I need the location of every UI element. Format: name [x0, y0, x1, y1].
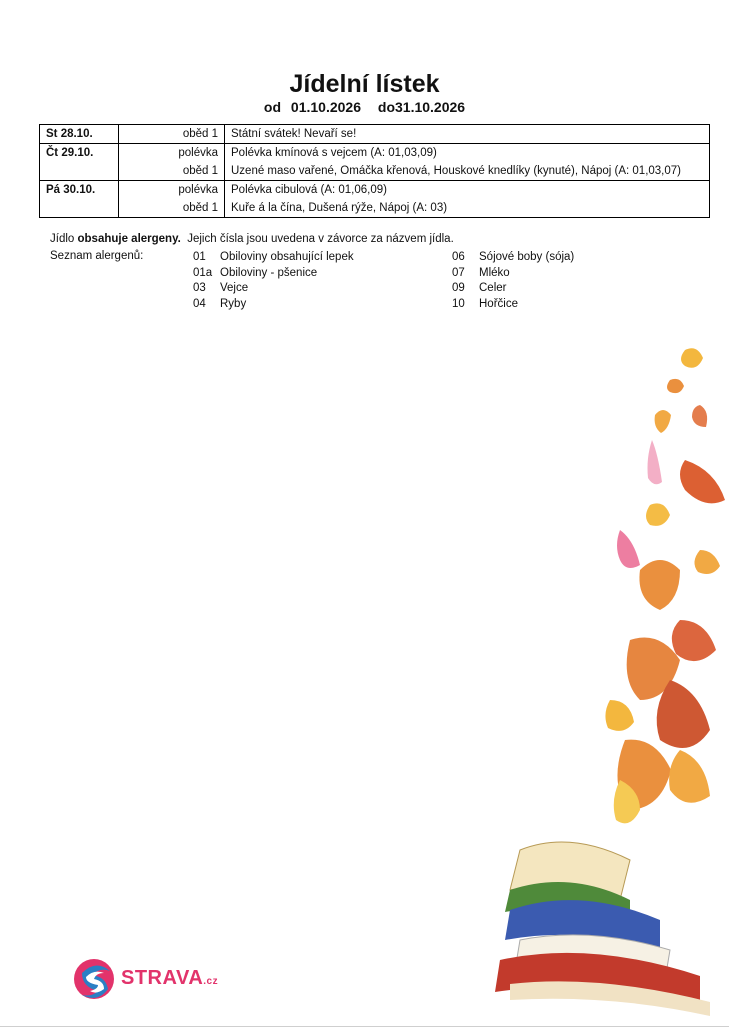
book-stack-icon	[495, 842, 710, 1016]
to-label: do	[377, 99, 395, 115]
note-suffix: Jejich čísla jsou uvedena v závorce za názvem jídla.	[180, 233, 454, 245]
allergen-name: Mléko	[479, 266, 510, 279]
allergen-code: 04	[193, 297, 206, 310]
leaf-icon	[605, 348, 725, 823]
table-row	[40, 199, 710, 218]
allergen-name: Sójové boby (sója)	[479, 251, 575, 263]
from-date: 01.10.2026	[290, 99, 361, 115]
allergen-list-col2	[452, 250, 574, 312]
allergen-code: 09	[452, 282, 465, 294]
allergen-name: Hořčice	[479, 297, 518, 310]
allergen-name: Celer	[479, 282, 507, 294]
list-item	[452, 281, 574, 297]
allergen-note	[50, 233, 454, 245]
note-bold: obsahuje alergeny.	[77, 233, 181, 245]
day-date: Čt 29.10.	[40, 144, 119, 163]
day-date: Pá 30.10.	[40, 181, 119, 200]
meal-text: Polévka cibulová (A: 01,06,09)	[225, 181, 710, 200]
menu-table	[39, 124, 710, 218]
list-item	[452, 266, 574, 282]
meal-text: Polévka kmínová s vejcem (A: 01,03,09)	[225, 144, 710, 163]
day-date: St 28.10.	[40, 125, 119, 144]
from-label: od	[263, 99, 282, 115]
meal-text: Státní svátek! Nevaří se!	[225, 125, 710, 144]
table-row	[40, 125, 710, 144]
list-item	[452, 250, 574, 266]
allergen-name: Ryby	[220, 297, 247, 310]
page-title: Jídelní lístek	[289, 70, 440, 98]
allergen-name: Obiloviny - pšenice	[220, 266, 318, 279]
meal-text: Kuře á la čína, Dušená rýže, Nápoj (A: 03)	[225, 199, 710, 218]
to-date: 31.10.2026	[395, 99, 466, 115]
list-item	[193, 266, 354, 282]
meal-text: Uzené maso vařené, Omáčka křenová, Houskové knedlíky (kynuté), Nápoj (A: 01,03,07)	[225, 162, 710, 181]
allergen-name: Obiloviny obsahující lepek	[220, 251, 354, 263]
allergen-name: Vejce	[220, 282, 249, 294]
table-row	[40, 162, 710, 181]
list-item	[193, 250, 354, 266]
page-bottom-divider	[0, 1026, 729, 1027]
logo-suffix: .cz	[203, 976, 219, 987]
allergen-code: 07	[452, 266, 465, 279]
list-item	[452, 297, 574, 313]
allergen-list-col1	[193, 250, 354, 312]
meal-type: polévka	[119, 181, 225, 200]
date-range	[0, 99, 729, 115]
allergen-code: 06	[452, 251, 465, 263]
note-prefix: Jídlo	[50, 233, 78, 245]
meal-type: polévka	[119, 144, 225, 163]
logo-wordmark	[72, 955, 219, 1005]
autumn-books-illustration	[480, 320, 729, 1020]
allergen-code: 01a	[193, 266, 213, 279]
allergen-code: 03	[193, 282, 206, 294]
allergen-code: 01	[193, 251, 206, 263]
table-row	[40, 144, 710, 163]
logo-text: STRAVA	[121, 967, 204, 989]
allergen-code: 10	[452, 297, 465, 310]
meal-type: oběd 1	[119, 125, 225, 144]
meal-type: oběd 1	[119, 162, 225, 181]
table-row	[40, 181, 710, 200]
list-item	[193, 281, 354, 297]
meal-type: oběd 1	[119, 199, 225, 218]
list-item	[193, 297, 354, 313]
allergen-list-label: Seznam alergenů:	[50, 250, 144, 262]
